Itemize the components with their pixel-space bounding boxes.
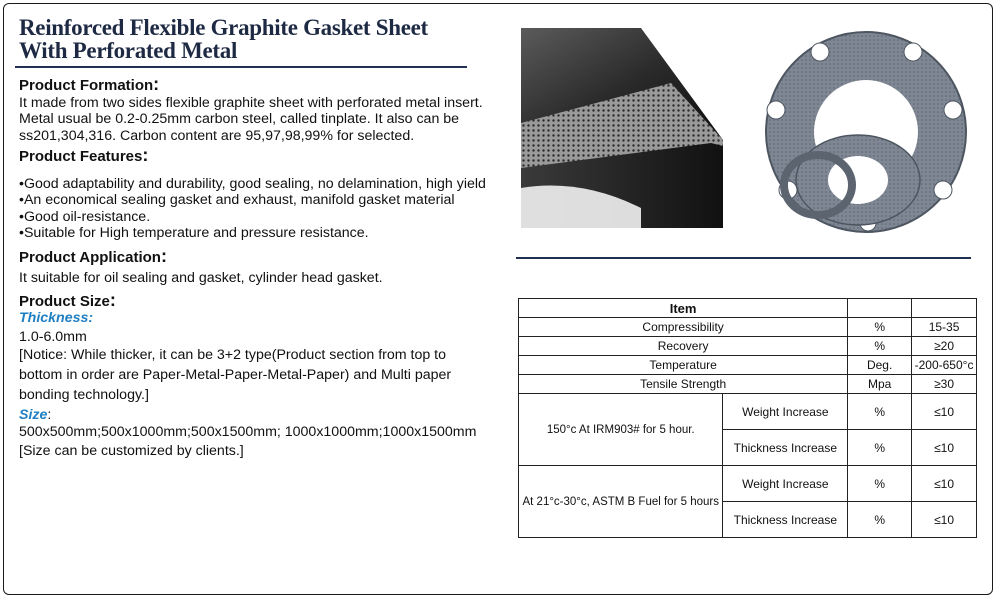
size-label: Size	[19, 407, 48, 423]
size-custom-note: [Size can be customized by clients.]	[19, 443, 244, 459]
spec-divider	[516, 257, 971, 259]
page-title: Reinforced Flexible Graphite Gasket Sheet With Perforated Metal	[19, 15, 428, 63]
table-header-cell	[912, 299, 977, 318]
table-cell-unit: %	[848, 318, 912, 337]
table-cell-unit: Deg.	[848, 356, 912, 375]
feature-item: •Suitable for High temperature and pressure resistance.	[19, 225, 369, 241]
table-cell-value: ≤10	[912, 430, 977, 466]
table-cell-unit: %	[848, 466, 912, 502]
size-values: 500x500mm;500x1000mm;500x1500mm; 1000x1000mm;1000x1500mm	[19, 423, 477, 440]
thickness-value: 1.0-6.0mm	[19, 328, 87, 345]
table-header-cell	[848, 299, 912, 318]
features-list	[19, 176, 489, 242]
table-header-row	[519, 299, 977, 318]
application-heading: Product Application:	[19, 245, 167, 266]
application-text: It suitable for oil sealing and gasket, cylinder head gasket.	[19, 270, 383, 286]
table-row	[519, 337, 977, 356]
table-cell-value: ≥20	[912, 337, 977, 356]
table-row	[519, 318, 977, 337]
graphite-sheet-photo	[521, 28, 723, 228]
feature-item: •An economical sealing gasket and exhaust, manifold gasket material	[19, 192, 455, 208]
table-cell-condition: At 21°c-30°c, ASTM B Fuel for 5 hours	[519, 466, 723, 538]
table-row	[519, 375, 977, 394]
thickness-notice: [Notice: While thicker, it can be 3+2 type(Product section from top to bottom in order are Paper-Metal-Paper-Metal-Paper) and Multi paper bonding technology.]	[19, 347, 452, 403]
spec-table	[518, 298, 977, 538]
table-header-item: Item	[519, 299, 848, 318]
table-cell-value: ≤10	[912, 502, 977, 538]
table-cell-item: Thickness Increase	[723, 430, 848, 466]
formation-text: It made from two sides flexible graphite sheet with perforated metal insert. Metal usual be 0.2-0.25mm carbon steel, called tinplate. It also can be ss201,304,316. Carbon content are 95,97,98,99% for selected.	[19, 94, 483, 144]
gasket-photo	[748, 30, 983, 234]
table-cell-value: ≥30	[912, 375, 977, 394]
table-cell-unit: %	[848, 430, 912, 466]
table-cell-unit: %	[848, 337, 912, 356]
table-cell-item: Weight Increase	[723, 394, 848, 430]
size-heading: Product Size:	[19, 289, 116, 310]
formation-heading: Product Formation:	[19, 74, 160, 94]
table-cell-item: Compressibility	[519, 318, 848, 337]
table-cell-value: ≤10	[912, 394, 977, 430]
table-cell-unit: Mpa	[848, 375, 912, 394]
table-row	[519, 356, 977, 375]
table-cell-value: -200-650°c	[912, 356, 977, 375]
table-cell-item: Temperature	[519, 356, 848, 375]
feature-item: •Good adaptability and durability, good sealing, no delamination, high yield	[19, 175, 486, 192]
table-cell-unit: %	[848, 502, 912, 538]
table-cell-value: ≤10	[912, 466, 977, 502]
table-cell-item: Thickness Increase	[723, 502, 848, 538]
thickness-label: Thickness:	[19, 310, 94, 326]
table-cell-item: Weight Increase	[723, 466, 848, 502]
table-cell-item: Recovery	[519, 337, 848, 356]
table-row	[519, 394, 977, 430]
features-heading: Product Features:	[19, 145, 149, 165]
product-description	[19, 76, 489, 460]
feature-item: •Good oil-resistance.	[19, 208, 151, 225]
table-cell-item: Tensile Strength	[519, 375, 848, 394]
title-divider	[15, 66, 467, 68]
table-cell-value: 15-35	[912, 318, 977, 337]
size-label-line: Size:	[19, 407, 52, 423]
table-cell-unit: %	[848, 394, 912, 430]
table-cell-condition: 150°c At IRM903# for 5 hour.	[519, 394, 723, 466]
table-row	[519, 466, 977, 502]
